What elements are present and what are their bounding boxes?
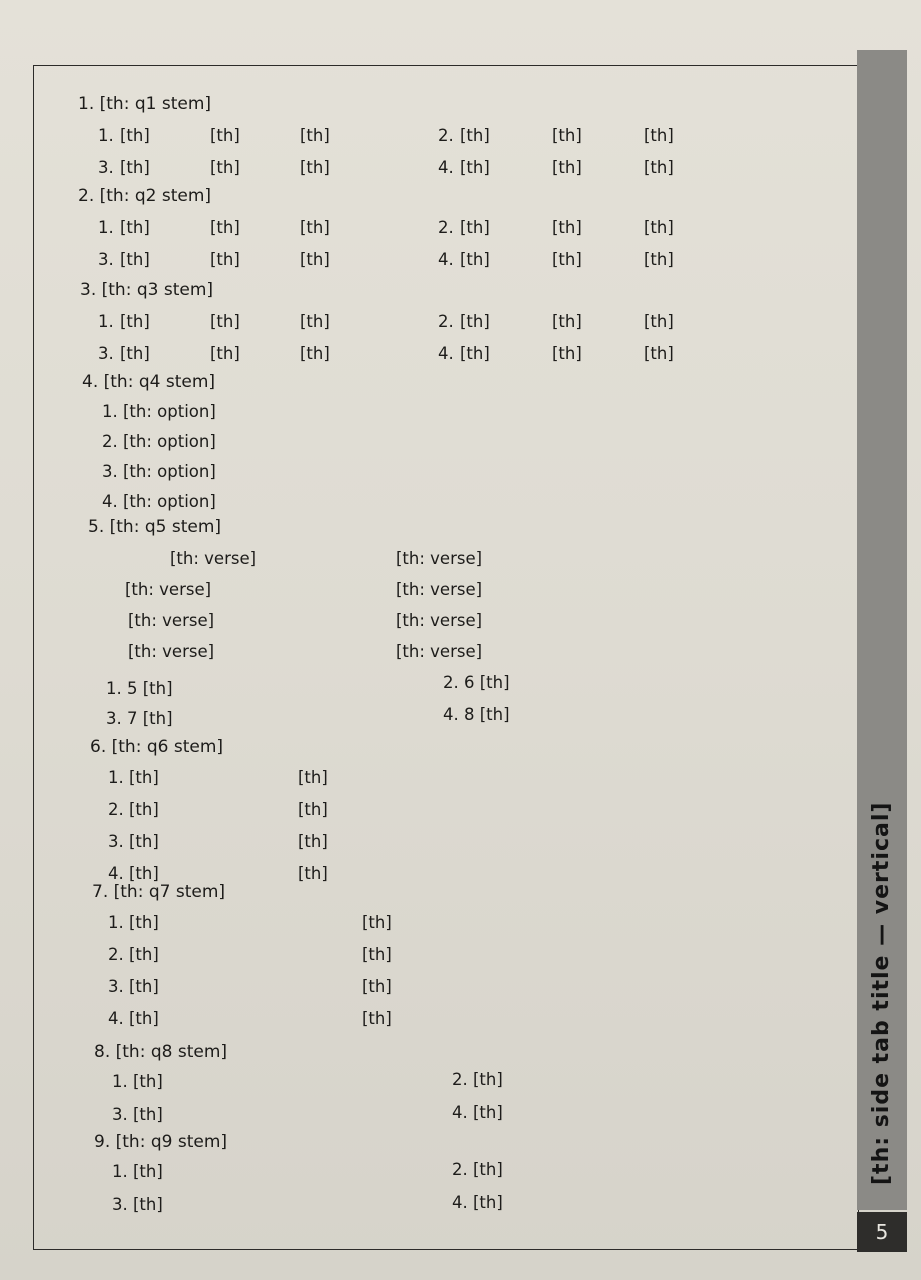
option-left: 2. [th] <box>108 945 159 964</box>
option-left: 4. [th] <box>108 864 159 883</box>
option-word: [th] <box>644 126 674 145</box>
option-word: [th] <box>460 250 490 269</box>
option-word: [th] <box>644 218 674 237</box>
option-number: 1. <box>98 218 114 237</box>
poem-line-left: [th: verse] <box>170 549 257 568</box>
question-stem: 3. [th: q3 stem] <box>80 280 214 300</box>
question-stem: 9. [th: q9 stem] <box>94 1132 228 1152</box>
option-word: [th] <box>120 250 150 269</box>
option-right: [th] <box>298 800 328 819</box>
option-word: [th] <box>552 312 582 331</box>
option-word: [th] <box>644 158 674 177</box>
option-text: 4. [th] <box>452 1193 503 1212</box>
option-word: [th] <box>120 218 150 237</box>
option-number: 4. <box>438 158 454 177</box>
option-word: [th] <box>460 312 490 331</box>
question-stem: 6. [th: q6 stem] <box>90 737 224 757</box>
option-number: 2. <box>438 218 454 237</box>
option-word: [th] <box>210 158 240 177</box>
option-text: 3. [th] <box>112 1195 163 1214</box>
option-text: 4. 8 [th] <box>443 705 510 724</box>
option-number: 2. <box>438 126 454 145</box>
option-text: 2. [th: option] <box>102 432 216 451</box>
option-word: [th] <box>120 126 150 145</box>
option-right: [th] <box>362 1009 392 1028</box>
option-word: [th] <box>210 218 240 237</box>
option-left: 3. [th] <box>108 832 159 851</box>
option-left: 3. [th] <box>108 977 159 996</box>
poem-line-left: [th: verse] <box>128 642 215 661</box>
option-number: 4. <box>438 250 454 269</box>
option-word: [th] <box>300 250 330 269</box>
option-word: [th] <box>210 344 240 363</box>
option-word: [th] <box>300 344 330 363</box>
option-word: [th] <box>460 158 490 177</box>
option-word: [th] <box>552 126 582 145</box>
poem-line-right: [th: verse] <box>396 549 483 568</box>
option-text: 3. 7 [th] <box>106 709 173 728</box>
option-word: [th] <box>300 126 330 145</box>
option-word: [th] <box>552 250 582 269</box>
option-text: 4. [th: option] <box>102 492 216 511</box>
option-text: 2. [th] <box>452 1160 503 1179</box>
option-word: [th] <box>644 250 674 269</box>
question-stem: 5. [th: q5 stem] <box>88 517 222 537</box>
poem-line-left: [th: verse] <box>125 580 212 599</box>
page-number: 5 <box>857 1212 907 1252</box>
option-word: [th] <box>460 126 490 145</box>
option-word: [th] <box>552 158 582 177</box>
option-number: 3. <box>98 158 114 177</box>
option-word: [th] <box>210 250 240 269</box>
question-stem: 8. [th: q8 stem] <box>94 1042 228 1062</box>
option-text: 4. [th] <box>452 1103 503 1122</box>
option-word: [th] <box>460 218 490 237</box>
option-word: [th] <box>120 312 150 331</box>
option-number: 1. <box>98 312 114 331</box>
question-stem: 1. [th: q1 stem] <box>78 94 212 114</box>
option-left: 2. [th] <box>108 800 159 819</box>
option-number: 2. <box>438 312 454 331</box>
option-text: 3. [th] <box>112 1105 163 1124</box>
option-text: 3. [th: option] <box>102 462 216 481</box>
option-right: [th] <box>362 945 392 964</box>
option-word: [th] <box>120 344 150 363</box>
option-text: 1. [th] <box>112 1162 163 1181</box>
option-word: [th] <box>210 126 240 145</box>
option-word: [th] <box>300 158 330 177</box>
option-left: 1. [th] <box>108 913 159 932</box>
option-number: 3. <box>98 344 114 363</box>
poem-line-left: [th: verse] <box>128 611 215 630</box>
option-word: [th] <box>120 158 150 177</box>
option-text: 2. [th] <box>452 1070 503 1089</box>
poem-line-right: [th: verse] <box>396 611 483 630</box>
option-left: 1. [th] <box>108 768 159 787</box>
option-text: 1. [th: option] <box>102 402 216 421</box>
option-text: 2. 6 [th] <box>443 673 510 692</box>
question-stem: 2. [th: q2 stem] <box>78 186 212 206</box>
option-right: [th] <box>362 977 392 996</box>
option-word: [th] <box>210 312 240 331</box>
option-word: [th] <box>460 344 490 363</box>
option-number: 3. <box>98 250 114 269</box>
option-right: [th] <box>298 832 328 851</box>
option-word: [th] <box>300 312 330 331</box>
question-stem: 4. [th: q4 stem] <box>82 372 216 392</box>
option-number: 4. <box>438 344 454 363</box>
option-right: [th] <box>298 864 328 883</box>
option-word: [th] <box>300 218 330 237</box>
option-number: 1. <box>98 126 114 145</box>
poem-line-right: [th: verse] <box>396 642 483 661</box>
question-stem: 7. [th: q7 stem] <box>92 882 226 902</box>
option-word: [th] <box>552 344 582 363</box>
option-left: 4. [th] <box>108 1009 159 1028</box>
side-tab-title: [th: side tab title — vertical] <box>869 801 894 1185</box>
option-word: [th] <box>552 218 582 237</box>
option-word: [th] <box>644 344 674 363</box>
option-text: 1. [th] <box>112 1072 163 1091</box>
option-word: [th] <box>644 312 674 331</box>
option-right: [th] <box>362 913 392 932</box>
option-right: [th] <box>298 768 328 787</box>
poem-line-right: [th: verse] <box>396 580 483 599</box>
option-text: 1. 5 [th] <box>106 679 173 698</box>
